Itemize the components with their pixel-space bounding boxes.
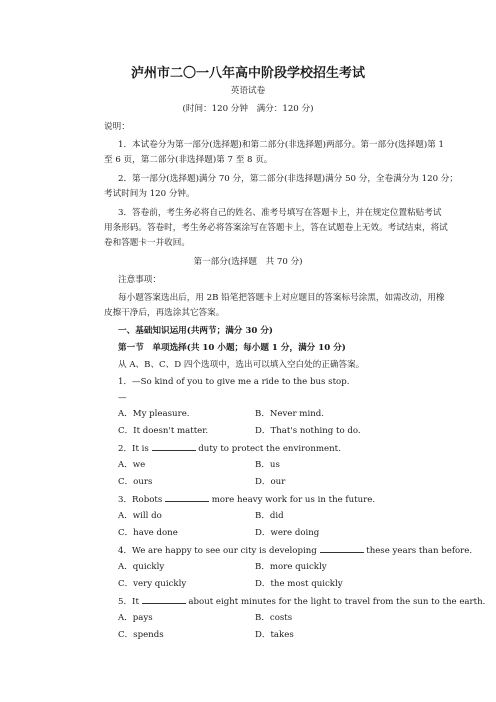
question-2-option-d: D．our [255, 477, 286, 487]
question-1-option-c: C．It doesn't matter. [118, 426, 209, 436]
question-3-stem-start: 3．Robots [118, 495, 163, 505]
question-2-stem [118, 443, 341, 455]
question-1-option-b: B．Never mind. [255, 409, 324, 419]
instruction-3-line-b: 用条形码。答卷时，考生务必将答案涂写在答题卡上，答在试题卷上无效。考试结束，将试 [104, 223, 448, 233]
question-3-stem-end: more heavy work for us in the future. [211, 495, 376, 505]
question-2-option-a: A．we [118, 460, 146, 470]
instruction-2-line-a: 2．第一部分(选择题)满分 70 分，第二部分(非选择题)满分 50 分，全卷满分为 120 分； [118, 174, 458, 184]
question-5-blank [142, 596, 186, 604]
question-1-response: — [118, 393, 127, 403]
instruction-3-line-c: 卷和答题卡一并收回。 [104, 238, 190, 248]
question-4-option-d: D．the most quickly [255, 579, 343, 589]
question-5-stem [118, 596, 485, 608]
question-3-option-c: C．have done [118, 528, 178, 538]
notes-line-b: 皮擦干净后，再选涂其它答案。 [104, 308, 225, 318]
question-1-option-d: D．That's nothing to do. [255, 426, 361, 436]
exam-subtitle: 英语试卷 [230, 86, 266, 96]
instruction-1-line-a: 1．本试卷分为第一部分(选择题)和第二部分(非选择题)两部分。第一部分(选择题)第 1 [118, 140, 444, 150]
part1-heading: 第一部分(选择题 共 70 分) [193, 257, 303, 267]
instructions-label: 说明： [104, 122, 130, 132]
question-5-stem-end: about eight minutes for the light to travel from the sun to the earth. [188, 597, 486, 607]
instruction-1-line-b: 至 6 页，第二部分(非选择题)第 7 至 8 页。 [104, 155, 273, 165]
notes-label: 注意事项： [118, 275, 161, 285]
question-5-option-c: C．spends [118, 630, 164, 640]
question-5-option-a: A．pays [118, 613, 153, 623]
question-3-option-a: A．will do [118, 511, 162, 521]
question-4-option-c: C．very quickly [118, 579, 187, 589]
instruction-2-line-b: 考试时间为 120 分钟。 [104, 189, 195, 199]
question-4-stem [118, 545, 472, 557]
exam-title: 泸州市二〇一八年高中阶段学校招生考试 [130, 66, 365, 81]
question-2-option-b: B．us [255, 460, 280, 470]
section-title: 一、基础知识运用(共两节；满分 30 分) [118, 326, 273, 336]
question-4-blank [320, 545, 364, 553]
directions: 从 A、B、C、D 四个选项中，选出可以填入空白处的正确答案。 [118, 360, 365, 370]
notes-line-a: 每小题答案选出后，用 2B 铅笔把答题卡上对应题目的答案标号涂黑，如需改动，用橡 [118, 293, 445, 303]
time-and-score: (时间：120 分钟 满分：120 分) [182, 104, 314, 114]
question-1-option-a: A．My pleasure. [118, 409, 190, 419]
question-4-stem-start: 4．We are happy to see our city is developing [118, 546, 317, 556]
question-5-option-b: B．costs [255, 613, 293, 623]
question-2-stem-end: duty to protect the environment. [198, 444, 341, 454]
question-4-option-a: A．quickly [118, 562, 165, 572]
subsection-title: 第一节 单项选择(共 10 小题；每小题 1 分，满分 10 分) [118, 343, 346, 353]
question-4-stem-end: these years than before. [366, 546, 473, 556]
instruction-3-line-a: 3．答卷前，考生务必将自己的姓名、准考号填写在答题卡上，并在规定位置粘贴考试 [118, 208, 442, 218]
question-1-stem: 1．—So kind of you to give me a ride to the bus stop. [118, 377, 350, 387]
question-3-option-d: D．were doing [255, 528, 320, 538]
question-5-option-d: D．takes [255, 630, 294, 640]
question-3-stem [118, 494, 375, 506]
question-2-option-c: C．ours [118, 477, 153, 487]
question-2-blank [152, 443, 196, 451]
question-3-option-b: B．did [255, 511, 284, 521]
question-5-stem-start: 5．It [118, 597, 139, 607]
question-3-blank [165, 494, 209, 502]
question-2-stem-start: 2．It is [118, 444, 149, 454]
question-4-option-b: B．more quickly [255, 562, 327, 572]
